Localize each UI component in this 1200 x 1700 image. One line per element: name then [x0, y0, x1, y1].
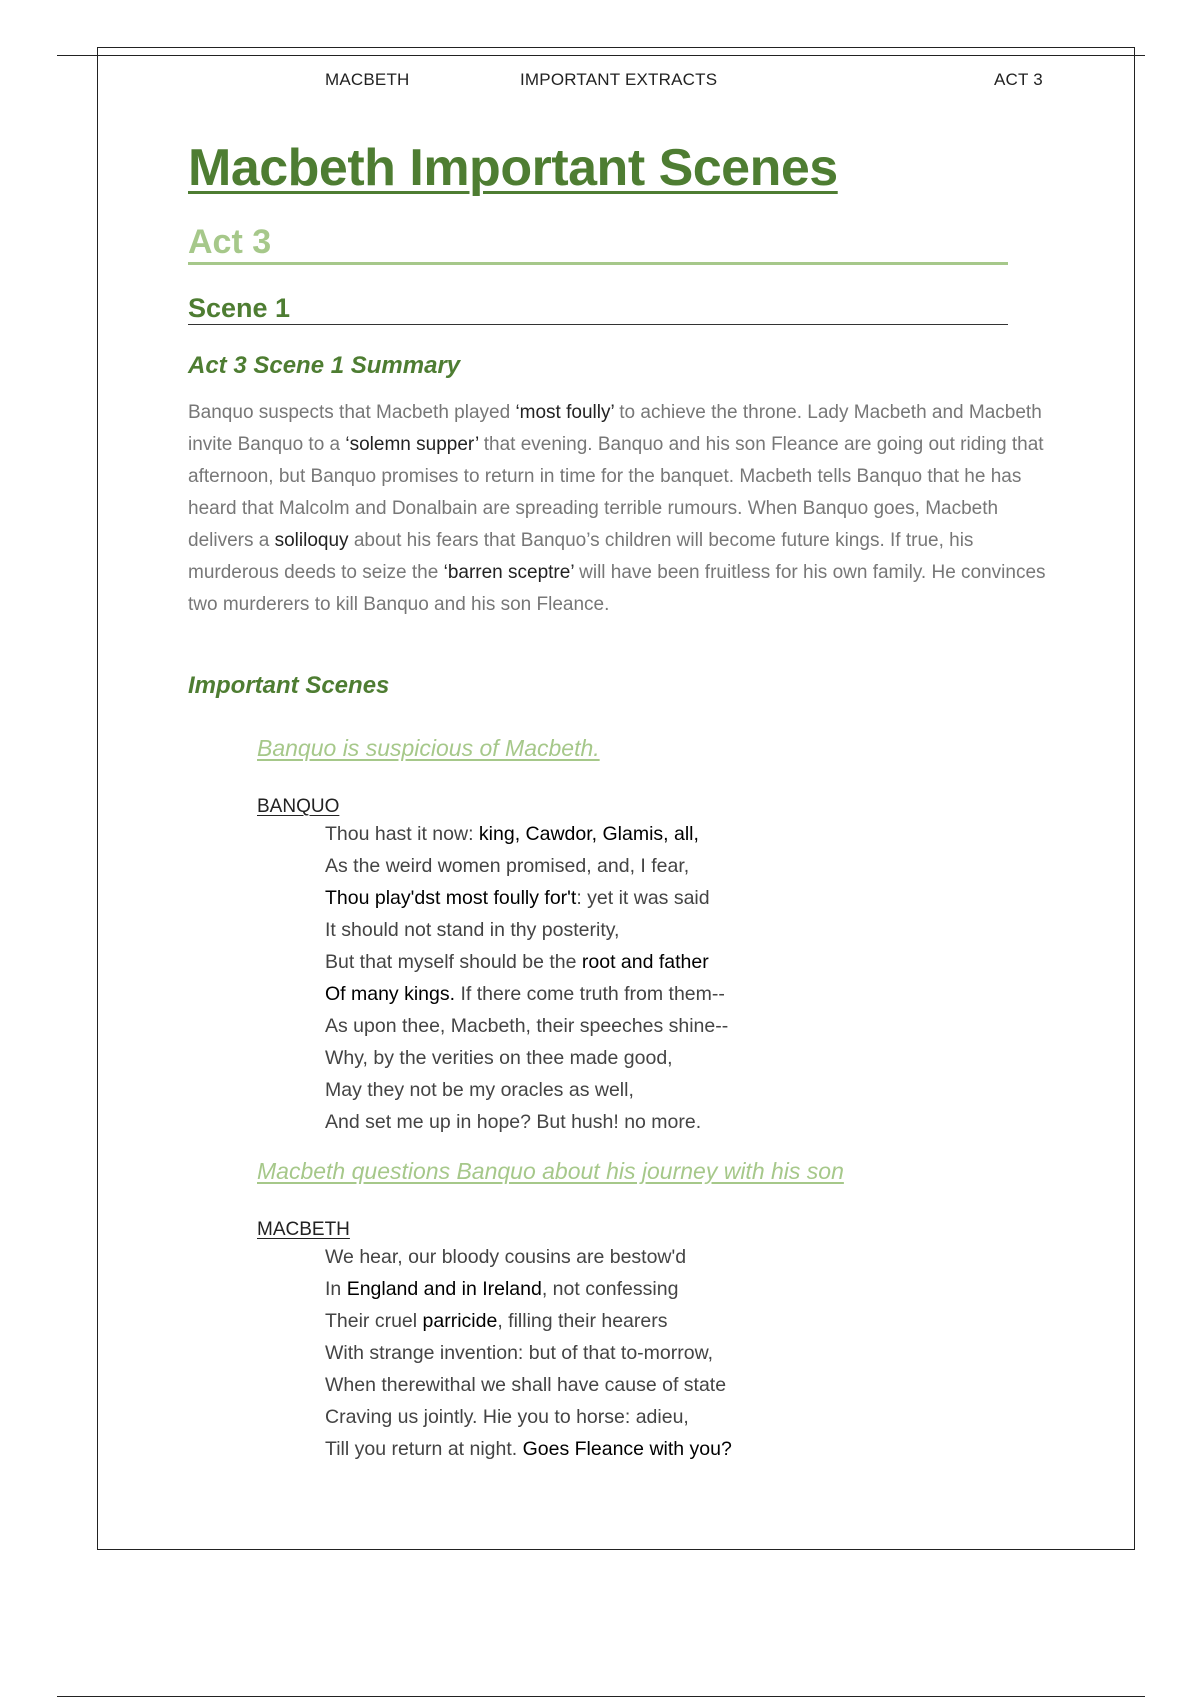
text-run: that evening. Banquo and his son Fleance are going out riding that afternoon, but Banquo promises to return in time for the banquet. Macbeth tells Banquo that he has heard that Malcolm and Donalbain are spreading terrible rumours. When Banquo goes, Macbeth delivers a	[188, 434, 1044, 551]
bottom-rule	[57, 1696, 1145, 1697]
document-title: Macbeth Important Scenes	[188, 139, 838, 197]
text-run: When therewithal we shall have cause of state	[325, 1374, 727, 1396]
emphasis-text: ‘most foully’	[515, 402, 614, 423]
summary-paragraph	[188, 397, 1048, 621]
text-run: It should not stand in thy posterity,	[325, 919, 620, 941]
emphasis-text: root and father	[581, 951, 709, 973]
verse-line	[325, 1401, 732, 1433]
verse-line	[325, 850, 728, 882]
verse-line	[325, 1305, 732, 1337]
text-run: But that myself should be the	[325, 951, 582, 973]
text-run: Thou hast it now:	[325, 823, 479, 845]
scene-heading: Scene 1	[188, 292, 1008, 325]
verse-line	[325, 1106, 728, 1138]
text-run: Why, by the verities on thee made good,	[325, 1047, 673, 1069]
text-run: Their cruel	[325, 1310, 423, 1332]
verse-line	[325, 978, 728, 1010]
text-run: , not confessing	[541, 1278, 679, 1300]
header-left: MACBETH	[325, 70, 410, 89]
verse-line	[325, 1369, 732, 1401]
emphasis-text: king, Cawdor, Glamis, all,	[478, 823, 699, 845]
scene-title: Banquo is suspicious of Macbeth.	[257, 735, 600, 761]
emphasis-text: parricide	[422, 1310, 498, 1332]
verse-lines	[325, 1241, 732, 1465]
verse-line	[325, 1273, 732, 1305]
text-run: to achieve the throne. Lady Macbeth and Macbeth invite Banquo to a	[188, 402, 1042, 455]
act-heading: Act 3	[188, 222, 1008, 265]
text-run: With strange invention: but of that to-morrow,	[325, 1342, 714, 1364]
speaker-name: BANQUO	[257, 796, 340, 817]
emphasis-text: ‘solemn supper’	[345, 434, 479, 455]
header-center: IMPORTANT EXTRACTS	[520, 70, 718, 89]
emphasis-text: soliloquy	[274, 530, 349, 551]
verse-line	[325, 1042, 728, 1074]
verse-line	[325, 914, 728, 946]
emphasis-text: Of many kings.	[325, 983, 456, 1005]
important-scenes-heading: Important Scenes	[188, 672, 390, 699]
text-run: about his fears that Banquo’s children will become future kings. If true, his murderous deeds to seize the	[188, 530, 974, 583]
text-run: As upon thee, Macbeth, their speeches shine--	[325, 1015, 729, 1037]
summary-heading: Act 3 Scene 1 Summary	[188, 352, 461, 379]
verse-line	[325, 1241, 732, 1273]
verse-line	[325, 818, 728, 850]
text-run: In	[325, 1278, 347, 1300]
verse-line	[325, 1010, 728, 1042]
header-right: ACT 3	[994, 70, 1043, 89]
emphasis-text: Goes Fleance with you?	[522, 1438, 732, 1460]
emphasis-text: England and in Ireland	[346, 1278, 542, 1300]
text-run: Till you return at night.	[325, 1438, 523, 1460]
text-run: : yet it was said	[576, 887, 710, 909]
text-run: We hear, our bloody cousins are bestow'd	[325, 1246, 687, 1268]
emphasis-text: Thou play'dst most foully for't	[325, 887, 577, 909]
text-run: , filling their hearers	[497, 1310, 668, 1332]
text-run: will have been fruitless for his own family. He convinces two murderers to kill Banquo and his son Fleance.	[188, 562, 1046, 615]
verse-line	[325, 946, 728, 978]
text-run: Craving us jointly. Hie you to horse: adieu,	[325, 1406, 689, 1428]
text-run: If there come truth from them--	[455, 983, 725, 1005]
text-run: And set me up in hope? But hush! no more.	[325, 1111, 702, 1133]
scene-title: Macbeth questions Banquo about his journey with his son	[257, 1158, 844, 1184]
verse-line	[325, 1433, 732, 1465]
text-run: As the weird women promised, and, I fear,	[325, 855, 690, 877]
verse-lines	[325, 818, 728, 1138]
emphasis-text: ‘barren sceptre’	[443, 562, 574, 583]
speaker-name: MACBETH	[257, 1219, 350, 1240]
text-run: Banquo suspects that Macbeth played	[188, 402, 516, 423]
verse-line	[325, 1337, 732, 1369]
verse-line	[325, 882, 728, 914]
verse-line	[325, 1074, 728, 1106]
text-run: May they not be my oracles as well,	[325, 1079, 634, 1101]
